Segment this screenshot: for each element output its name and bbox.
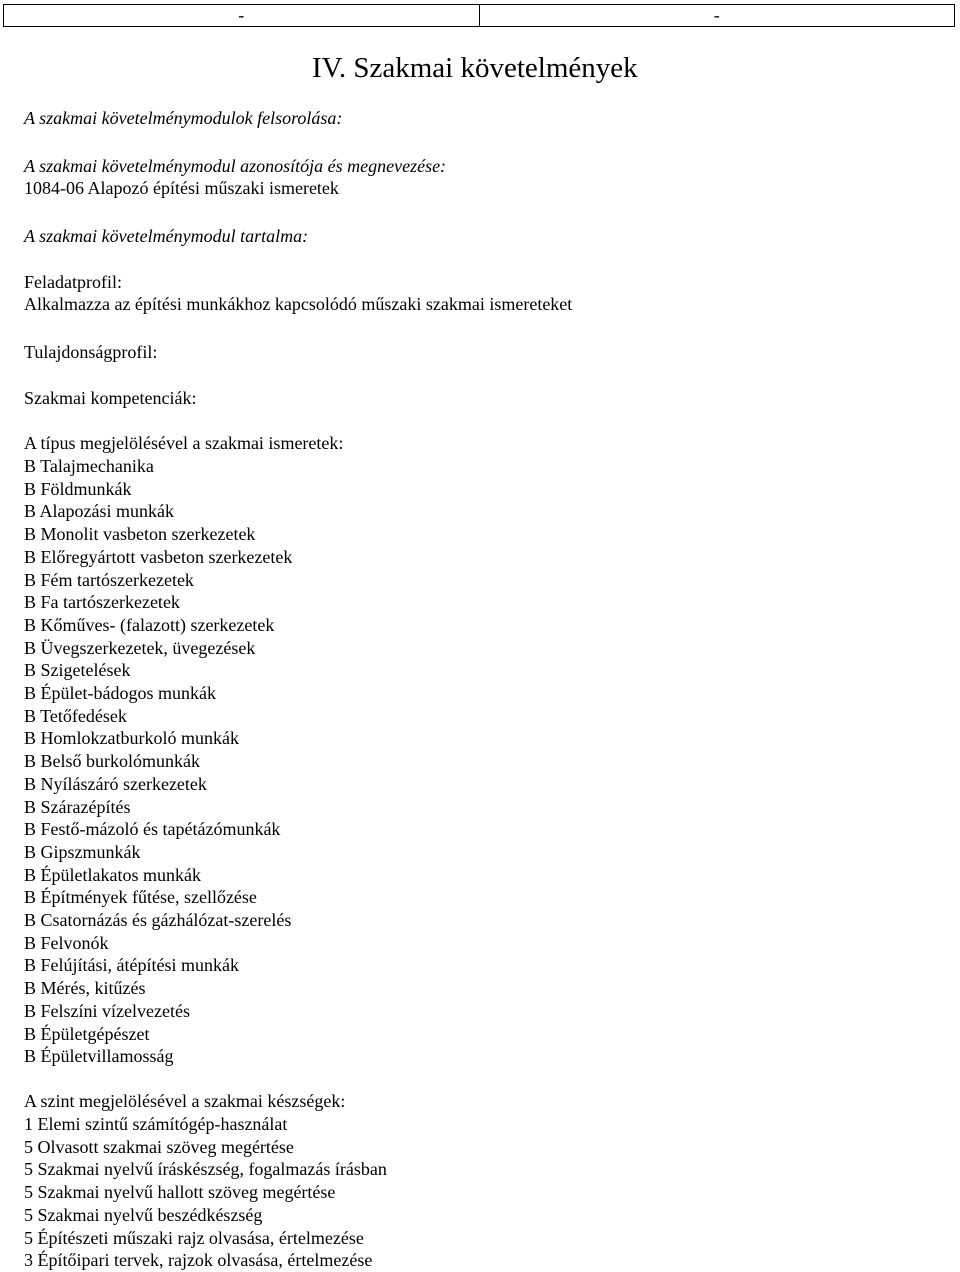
- skills-heading: A szint megjelölésével a szakmai készségek:: [24, 1091, 346, 1111]
- list-item: B Épületlakatos munkák: [24, 864, 201, 885]
- list-item: B Homlokzatburkoló munkák: [24, 728, 239, 749]
- list-item: 5 Építészeti műszaki rajz olvasása, értelmezése: [24, 1227, 364, 1248]
- list-item: B Üvegszerkezetek, üvegezések: [24, 637, 256, 658]
- header-cell-right: [479, 5, 955, 26]
- list-item: B Fém tartószerkezetek: [24, 569, 194, 590]
- list-item: B Gipszmunkák: [24, 841, 141, 862]
- header-cell-right-text: -: [713, 5, 720, 25]
- list-item: B Szárazépítés: [24, 796, 131, 817]
- list-item: B Épület-bádogos munkák: [24, 683, 216, 704]
- task-profile-text: Alkalmazza az építési munkákhoz kapcsolódó műszaki szakmai ismereteket: [24, 294, 573, 314]
- list-item: 1 Elemi szintű számítógép-használat: [24, 1114, 288, 1134]
- header-cell-left: [4, 5, 479, 26]
- list-item: B Építmények fűtése, szellőzése: [24, 887, 257, 908]
- competencies-label: Szakmai kompetenciák:: [24, 388, 197, 408]
- list-item: B Földmunkák: [24, 478, 132, 499]
- list-item: B Kőműves- (falazott) szerkezetek: [24, 614, 275, 635]
- knowledge-list: [24, 455, 292, 1068]
- list-item: B Épületgépészet: [24, 1023, 150, 1044]
- modules-heading: A szakmai követelménymodulok felsorolása:: [24, 108, 343, 128]
- list-item: 5 Szakmai nyelvű hallott szöveg megértése: [24, 1182, 336, 1203]
- list-item: B Épületvillamosság: [24, 1046, 174, 1067]
- list-item: B Tetőfedések: [24, 705, 127, 726]
- list-item: 5 Szakmai nyelvű íráskészség, fogalmazás írásban: [24, 1159, 387, 1180]
- list-item: B Mérés, kitűzés: [24, 978, 146, 999]
- list-item: B Felvonók: [24, 932, 109, 953]
- knowledge-heading: A típus megjelölésével a szakmai ismeretek:: [24, 433, 344, 453]
- property-profile-label: Tulajdonságprofil:: [24, 342, 158, 362]
- list-item: B Monolit vasbeton szerkezetek: [24, 524, 256, 545]
- module-id-heading: A szakmai követelménymodul azonosítója és megnevezése:: [24, 156, 447, 176]
- list-item: 5 Olvasott szakmai szöveg megértése: [24, 1136, 294, 1157]
- list-item: 3 Építőipari tervek, rajzok olvasása, értelmezése: [24, 1250, 373, 1271]
- list-item: B Felszíni vízelvezetés: [24, 1000, 190, 1021]
- list-item: B Szigetelések: [24, 660, 131, 681]
- list-item: B Fa tartószerkezetek: [24, 592, 180, 613]
- header-cell-left-text: -: [238, 5, 245, 25]
- page-title: IV. Szakmai követelmények: [312, 52, 638, 84]
- header-table: [3, 4, 955, 27]
- task-profile-label: Feladatprofil:: [24, 272, 122, 292]
- list-item: B Alapozási munkák: [24, 501, 174, 522]
- list-item: B Talajmechanika: [24, 456, 154, 476]
- list-item: B Felújítási, átépítési munkák: [24, 955, 239, 976]
- skills-list: [24, 1113, 387, 1272]
- list-item: B Nyílászáró szerkezetek: [24, 773, 207, 794]
- list-item: 5 Szakmai nyelvű beszédkészség: [24, 1204, 263, 1225]
- module-id: 1084-06 Alapozó építési műszaki ismeretek: [24, 178, 339, 198]
- list-item: B Festő-mázoló és tapétázómunkák: [24, 819, 281, 840]
- list-item: B Belső burkolómunkák: [24, 751, 200, 772]
- module-content-heading: A szakmai követelménymodul tartalma:: [24, 226, 309, 246]
- list-item: B Csatornázás és gázhálózat-szerelés: [24, 910, 292, 931]
- list-item: B Előregyártott vasbeton szerkezetek: [24, 546, 293, 567]
